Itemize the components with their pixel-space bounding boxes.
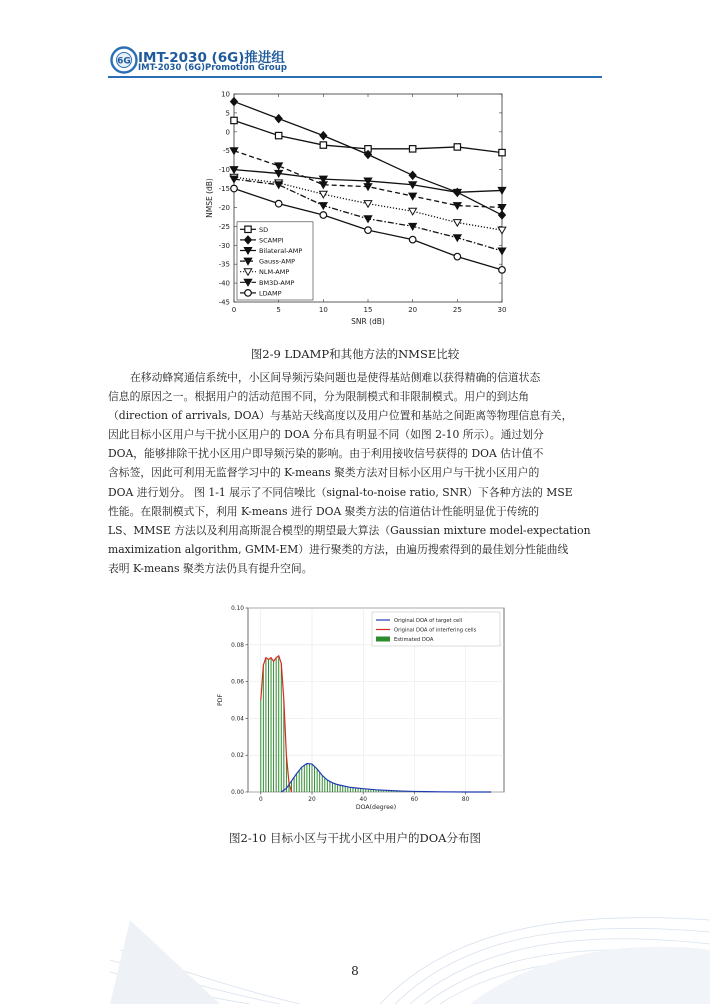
- header-divider: [108, 76, 602, 78]
- legend-label: SCAMPI: [259, 236, 284, 245]
- data-point: [454, 144, 460, 150]
- legend-label: Original DOA of interfering cells: [394, 627, 477, 634]
- imt2030-logo: [108, 44, 140, 76]
- page-header: [108, 44, 598, 80]
- svg-text:6G: 6G: [117, 56, 131, 67]
- x-tick-label: 30: [497, 306, 507, 314]
- paragraph-line: LS、MMSE 方法以及利用高斯混合模型的期望最大算法（Gaussian mixture model-expectation: [108, 523, 591, 537]
- x-tick-label: 25: [452, 306, 462, 314]
- y-tick-label: -30: [218, 241, 230, 250]
- x-tick-label: 15: [363, 306, 373, 314]
- legend-label: LDAMP: [259, 289, 282, 298]
- estimated-doa-bar: [276, 658, 277, 792]
- estimated-doa-bar: [281, 663, 282, 792]
- legend-label: Estimated DOA: [394, 637, 434, 643]
- estimated-doa-bar: [309, 764, 310, 792]
- x-tick-label: 40: [359, 797, 367, 803]
- estimated-doa-bar: [342, 786, 343, 792]
- y-tick-label: -40: [218, 279, 230, 288]
- y-tick-label: 0.00: [231, 790, 244, 796]
- estimated-doa-bar: [350, 787, 351, 792]
- legend-marker: [245, 290, 252, 297]
- estimated-doa-bar: [268, 660, 269, 792]
- estimated-doa-bar: [340, 785, 341, 792]
- y-tick-label: -45: [218, 298, 230, 307]
- y-tick-label: 10: [221, 90, 230, 99]
- estimated-doa-bar: [304, 765, 305, 792]
- legend-label: NLM-AMP: [259, 268, 290, 277]
- legend-swatch: [376, 637, 390, 642]
- y-tick-label: -10: [218, 166, 230, 175]
- estimated-doa-bar: [332, 783, 333, 792]
- y-tick-label: -25: [218, 222, 230, 231]
- estimated-doa-bar: [314, 767, 315, 792]
- estimated-doa-bar: [265, 658, 266, 792]
- y-tick-label: -5: [223, 147, 230, 156]
- estimated-doa-bar: [352, 788, 353, 792]
- estimated-doa-bar: [296, 774, 297, 792]
- y-tick-label: 0: [225, 128, 230, 137]
- header-subtitle: IMT-2030 (6G)Promotion Group: [138, 63, 287, 73]
- estimated-doa-bar: [324, 778, 325, 792]
- data-point: [320, 212, 327, 219]
- paragraph-line: DOA，能够排除干扰小区用户即导频污染的影响。由于利用接收信号获得的 DOA 估计值不: [108, 447, 544, 461]
- x-tick-label: 10: [318, 306, 328, 314]
- estimated-doa-bar: [271, 658, 272, 792]
- x-tick-label: 80: [461, 797, 470, 803]
- estimated-doa-bar: [317, 769, 318, 792]
- estimated-doa-bar: [263, 665, 264, 792]
- data-point: [365, 227, 372, 234]
- legend-label: SD: [259, 225, 269, 234]
- data-point: [231, 117, 237, 123]
- data-point: [275, 132, 281, 138]
- estimated-doa-bar: [299, 770, 300, 792]
- estimated-doa-bar: [347, 787, 348, 792]
- header-title: IMT-2030 (6G)推进组: [138, 50, 285, 66]
- estimated-doa-bar: [322, 775, 323, 792]
- data-point: [454, 253, 461, 260]
- paragraph-line: 因此目标小区用户与干扰小区用户的 DOA 分布具有明显不同（如图 2-10 所示）。通过划分: [108, 428, 544, 442]
- estimated-doa-bar: [278, 656, 279, 792]
- paragraph-line: maximization algorithm, GMM-EM）进行聚类的方法，由遍历搜索得到的最佳划分性能曲线: [108, 542, 569, 556]
- legend-marker: [245, 226, 251, 232]
- estimated-doa-bar: [335, 784, 336, 792]
- data-point: [275, 200, 282, 207]
- estimated-doa-bar: [301, 767, 302, 792]
- y-tick-label: 0.04: [231, 716, 244, 723]
- x-axis-label: SNR (dB): [351, 317, 385, 326]
- x-tick-label: 60: [410, 797, 419, 803]
- legend-label: Original DOA of target cell: [394, 618, 463, 624]
- data-point: [409, 146, 415, 152]
- data-point: [499, 149, 505, 155]
- y-axis-label: PDF: [217, 693, 224, 707]
- figure-2-10-caption: 图2-10 目标小区与干扰小区中用户的DOA分布图: [229, 831, 481, 845]
- y-tick-label: -35: [218, 260, 230, 269]
- estimated-doa-bar: [327, 780, 328, 792]
- estimated-doa-bar: [306, 763, 307, 792]
- estimated-doa-bar: [312, 764, 313, 792]
- y-tick-label: 0.10: [231, 606, 244, 612]
- estimated-doa-bar: [273, 661, 274, 792]
- y-tick-label: 0.02: [231, 753, 244, 760]
- figure-2-9-caption: 图2-9 LDAMP和其他方法的NMSE比较: [250, 347, 460, 361]
- chart-legend: [372, 612, 500, 646]
- paragraph-line: 在移动蜂窝通信系统中，小区间导频污染问题也是使得基站侧难以获得精确的信道状态: [130, 371, 541, 384]
- x-axis-label: DOA(degree): [355, 804, 397, 811]
- paragraph-line: 含标签，因此可利用无监督学习中的 K-means 聚类方法对目标小区用户与干扰小区用户的: [108, 466, 540, 480]
- paragraph-line: （direction of arrivals, DOA）与基站天线高度以及用户位置和基站之间距离等物理信息有关，: [108, 409, 573, 423]
- doa-pdf-chart: [212, 598, 512, 820]
- body-paragraph: [108, 368, 608, 578]
- y-axis-label: NMSE (dB): [205, 178, 214, 218]
- y-tick-label: 0.06: [231, 679, 244, 686]
- paragraph-line: DOA 进行划分。 图 1-1 展示了不同信噪比（signal-to-noise ratio, SNR）下各种方法的 MSE: [108, 485, 573, 499]
- chart-legend: [237, 222, 313, 300]
- y-tick-label: 0.08: [231, 642, 244, 649]
- estimated-doa-bar: [319, 772, 320, 792]
- data-point: [499, 267, 506, 274]
- paragraph-line: 表明 K-means 聚类方法仍具有提升空间。: [108, 561, 313, 575]
- estimated-doa-bar: [260, 700, 261, 792]
- y-tick-label: 5: [225, 109, 230, 118]
- y-tick-label: -20: [218, 203, 230, 212]
- page-number: 8: [351, 964, 359, 978]
- x-tick-label: 0: [258, 797, 263, 803]
- legend-label: BM3D-AMP: [259, 278, 295, 287]
- data-point: [231, 185, 238, 192]
- x-tick-label: 20: [408, 306, 418, 314]
- data-point: [320, 142, 326, 148]
- nmse-chart: [200, 86, 520, 334]
- x-tick-label: 0: [231, 306, 237, 314]
- paragraph-line: 性能。在限制模式下，利用 K-means 进行 DOA 聚类方法的信道估计性能明显优于传统的: [108, 504, 540, 518]
- estimated-doa-bar: [337, 785, 338, 792]
- data-point: [409, 236, 416, 243]
- estimated-doa-bar: [345, 786, 346, 792]
- footer-wave-decoration: [0, 890, 710, 1004]
- legend-label: Gauss-AMP: [259, 257, 296, 266]
- x-tick-label: 5: [276, 306, 281, 314]
- legend-label: Bilateral-AMP: [259, 247, 303, 255]
- x-tick-label: 20: [308, 797, 316, 803]
- paragraph-line: 信息的原因之一。根据用户的活动范围不同，分为限制模式和非限制模式。用户的到达角: [108, 390, 530, 404]
- estimated-doa-bar: [294, 777, 295, 792]
- estimated-doa-bar: [329, 781, 330, 792]
- y-tick-label: -15: [218, 185, 230, 194]
